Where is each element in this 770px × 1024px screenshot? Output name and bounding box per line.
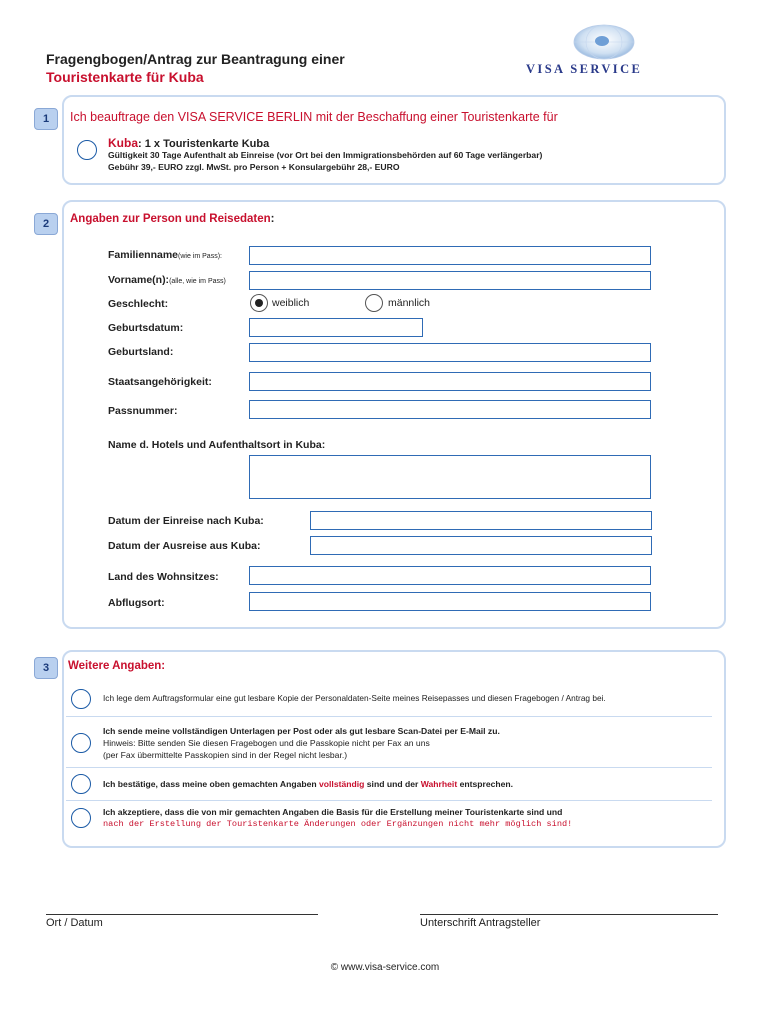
bestaetigung-part3: sind und der [364,779,421,789]
section-2-heading [70,213,275,225]
form-title: Fragengbogen/Antrag zur Beantragung einer [46,51,345,67]
staatsangehoerigkeit-label: Staatsangehörigkeit: [108,376,212,388]
bestaetigung-part1: Ich bestätige, dass meine oben gemachten Angaben [103,779,320,789]
vorname-hint: (alle, wie im Pass) [169,278,226,285]
akzeptanz-line2: nach der Erstellung der Touristenkarte Änderungen oder Ergänzungen nicht mehr möglich sind! [103,819,573,829]
hotel-textarea[interactable] [249,455,651,499]
bestaetigung-text [103,779,513,789]
geburtsland-input[interactable] [249,343,651,362]
kuba-fee: Gebühr 39,- EURO zzgl. MwSt. pro Person + Konsulargebühr 28,- EURO [108,162,400,172]
maennlich-radio[interactable] [365,294,383,312]
section-3-badge: 3 [34,657,58,679]
einreise-label: Datum der Einreise nach Kuba: [108,515,264,527]
geschlecht-label: Geschlecht: [108,298,169,310]
akzeptanz-line1: Ich akzeptiere, dass die von mir gemachten Angaben die Basis für die Erstellung meiner Touristenkarte sind und [103,807,563,817]
signature-line [420,914,718,915]
divider [66,767,712,768]
wohnsitz-label: Land des Wohnsitzes: [108,571,219,583]
bestaetigung-part5: entsprechen. [457,779,514,789]
section-2-heading-text: Angaben zur Person und Reisedaten [70,213,271,225]
kuba-option-text: : 1 x Touristenkarte Kuba [138,138,270,150]
unterlagen-line1: Ich sende meine vollständigen Unterlagen per Post oder als gut lesbare Scan-Datei per E-Mail zu. [103,726,500,736]
copyright: © www.visa-service.com [330,962,440,973]
geburtsdatum-label: Geburtsdatum: [108,322,184,334]
passkopie-checkbox[interactable] [71,689,91,709]
weiblich-label: weiblich [272,297,310,309]
familienname-hint: (wie im Pass): [178,253,222,260]
familienname-label [108,249,222,261]
familienname-label-text: Familienname [108,249,179,261]
passnummer-input[interactable] [249,400,651,419]
weiblich-radio[interactable] [250,294,268,312]
vorname-label-text: Vorname(n): [108,274,170,286]
familienname-input[interactable] [249,246,651,265]
hotel-label: Name d. Hotels und Aufenthaltsort in Kuba: [108,439,326,451]
signature-label: Unterschrift Antragsteller [420,917,541,929]
passkopie-text: Ich lege dem Auftragsformular eine gut lesbare Kopie der Personaldaten-Seite meines Reisepasses und diesen Fragebogen / Antrag bei. [103,693,606,703]
geburtsdatum-input[interactable] [249,318,423,337]
einreise-input[interactable] [310,511,652,530]
maennlich-label: männlich [388,297,431,309]
vorname-input[interactable] [249,271,651,290]
wohnsitz-input[interactable] [249,566,651,585]
passnummer-label: Passnummer: [108,405,178,417]
akzeptanz-checkbox[interactable] [71,808,91,828]
section-1-intro: Ich beauftrage den VISA SERVICE BERLIN mit der Beschaffung einer Touristenkarte für [70,110,558,124]
logo-text: VISA SERVICE [526,62,643,76]
section-2-badge: 2 [34,213,58,235]
staatsangehoerigkeit-input[interactable] [249,372,651,391]
section-3-heading: Weitere Angaben: [68,660,166,672]
unterlagen-line3: (per Fax übermittelte Passkopien sind in der Regel nicht lesbar.) [103,750,348,760]
bestaetigung-checkbox[interactable] [71,774,91,794]
ort-datum-line [46,914,318,915]
form-subtitle: Touristenkarte für Kuba [46,69,204,85]
unterlagen-line2: Hinweis: Bitte senden Sie diesen Fragebogen und die Passkopie nicht per Fax an uns [103,738,430,748]
vollstaendig-text: vollständig [319,779,365,789]
abflugsort-input[interactable] [249,592,651,611]
section-2-heading-colon: : [270,213,275,225]
geburtsland-label: Geburtsland: [108,346,174,358]
kuba-option-radio[interactable] [77,140,97,160]
kuba-validity: Gültigkeit 30 Tage Aufenthalt ab Einreise (vor Ort bei den Immigrationsbehörden auf 60 Tage verlängerbar) [108,150,543,160]
ausreise-input[interactable] [310,536,652,555]
vorname-label [108,274,226,286]
divider [66,800,712,801]
wahrheit-text: Wahrheit [420,779,458,789]
abflugsort-label: Abflugsort: [108,597,165,609]
ort-datum-label: Ort / Datum [46,917,103,929]
divider [66,716,712,717]
kuba-option-title [108,136,269,150]
ausreise-label: Datum der Ausreise aus Kuba: [108,540,261,552]
kuba-country: Kuba [108,136,138,150]
section-1-badge: 1 [34,108,58,130]
unterlagen-checkbox[interactable] [71,733,91,753]
